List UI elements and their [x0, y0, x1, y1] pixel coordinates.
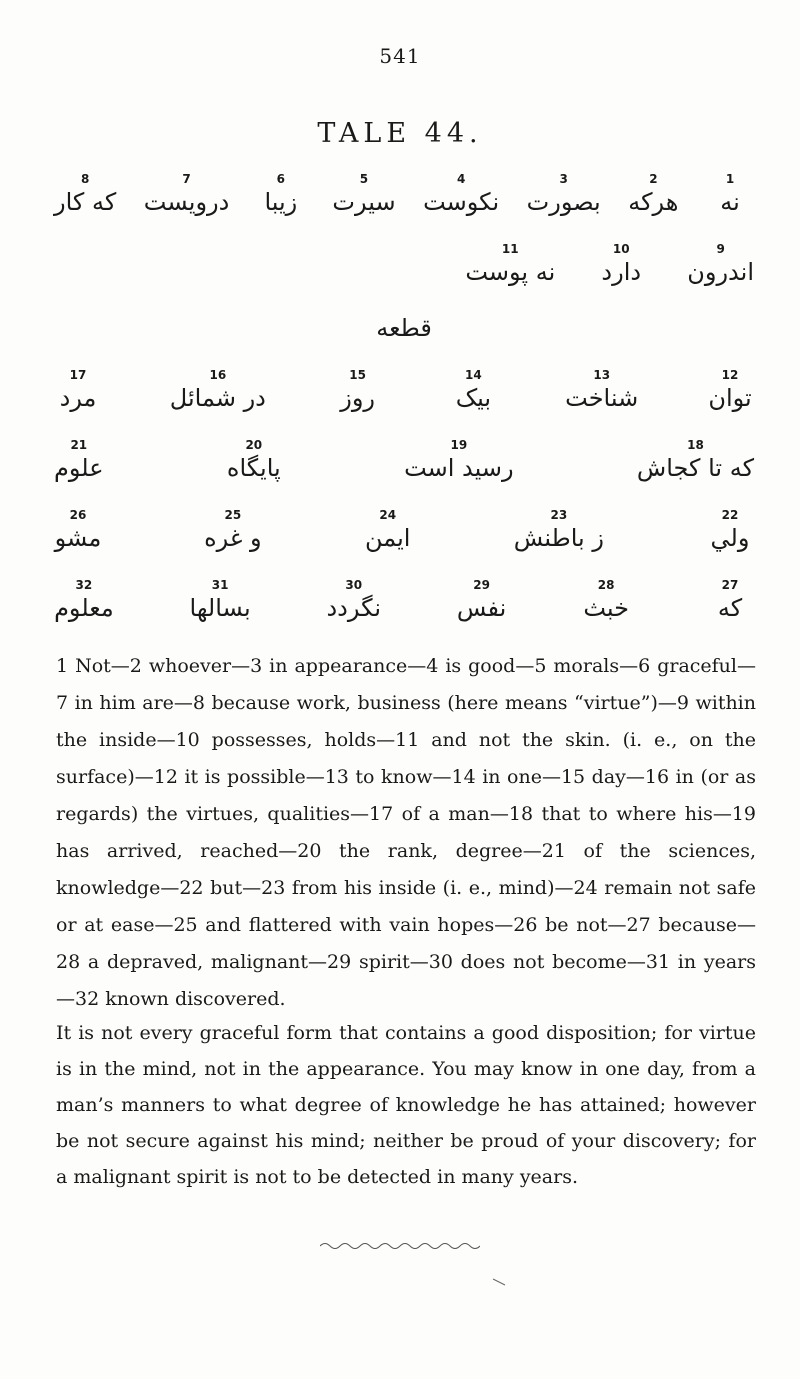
vocab-persian-word: پایگاه	[226, 454, 281, 482]
vocab-entry	[204, 508, 262, 554]
vocab-entry	[227, 438, 281, 484]
vocab-number: 30	[345, 578, 363, 592]
vocab-number: 2	[649, 172, 658, 186]
vocab-persian-word: ایمن	[364, 524, 411, 552]
vocab-number: 29	[473, 578, 490, 592]
vocab-persian-word: علوم	[54, 454, 104, 482]
vocab-entry	[423, 172, 499, 218]
vocab-number: 4	[456, 172, 466, 186]
vocab-entry	[326, 578, 381, 624]
printer-mark-icon	[492, 1278, 506, 1286]
vocab-entry	[170, 368, 266, 414]
vocab-persian-word: خبث	[583, 594, 629, 622]
vocab-number: 22	[721, 508, 739, 522]
vocab-entry	[687, 242, 754, 288]
vocab-persian-word: رسید است	[404, 454, 514, 482]
vocab-persian-word: اندرون	[687, 258, 754, 286]
vocab-row	[54, 242, 754, 288]
vocab-number: 21	[70, 438, 88, 452]
vocab-entry	[144, 172, 230, 218]
vocab-entry	[565, 368, 638, 414]
vocab-persian-word: زیبا	[264, 188, 298, 216]
vocab-entry	[376, 312, 432, 344]
page-number: 541	[379, 44, 421, 68]
vocab-persian-word: در شمائل	[169, 384, 266, 412]
free-translation-paragraph: It is not every graceful form that contains a good disposition; for virtue is in the mind, not in the appearance. You may know in one day, from a man’s manners to what degree of knowledge he has attained; however be not secure against his mind; neither be proud of your discovery; for a malignant spirit is not to be detected in many years.	[56, 1022, 756, 1188]
vocab-number: 19	[450, 438, 468, 452]
vocab-entry	[257, 172, 305, 218]
vocab-entry	[465, 242, 555, 288]
vocab-entry	[706, 368, 754, 414]
vocab-persian-word: نه پوست	[465, 258, 556, 286]
vocab-number: 28	[597, 578, 615, 592]
vocab-entry	[54, 368, 102, 414]
vocab-number: 13	[593, 368, 611, 382]
vocab-persian-word: مشو	[54, 524, 102, 552]
vocab-persian-word: قطعه	[376, 314, 432, 342]
vocab-number: 3	[559, 172, 568, 186]
word-translation-paragraph: 1 Not—2 whoever—3 in appearance—4 is good—5 morals—6 graceful—7 in him are—8 because work, business (here means “virtue”)—9 within the inside—10 possesses, holds—11 and not the skin. (i. e., on the surface)—12 it is possible—13 to know—14 in one—15 day—16 in (or as regards) the virtues, qualities—17 of a man—18 that to where his—19 has arrived, reached—20 the rank, degree—21 of the sciences, knowledge—22 but—23 from his inside (i. e., mind)—24 remain not safe or at ease—25 and flattered with vain hopes—26 be not—27 because—28 a depraved, malignant—29 spirit—30 does not become—31 in years—32 known discovered.	[56, 655, 756, 1010]
vocab-row	[54, 438, 754, 484]
vocab-persian-word: توان	[708, 384, 752, 412]
vocab-entry	[597, 242, 645, 288]
vocab-number: 17	[69, 368, 87, 382]
vocab-number: 11	[501, 242, 519, 256]
vocab-row	[54, 312, 754, 344]
vocab-entry	[190, 578, 251, 624]
vocab-persian-word: که تا کجاش	[636, 454, 754, 482]
vocab-number: 9	[716, 242, 725, 256]
vocabulary-grid	[54, 172, 754, 648]
vocab-entry	[706, 172, 754, 218]
vocab-entry	[706, 578, 754, 624]
vocab-number: 32	[75, 578, 93, 592]
vocab-persian-word: روز	[340, 384, 376, 412]
vocab-persian-word: نکوست	[423, 188, 500, 216]
vocab-number: 27	[721, 578, 739, 592]
vocab-number: 5	[359, 172, 369, 186]
vocab-number: 7	[182, 172, 191, 186]
vocab-number: 24	[379, 508, 397, 522]
vocab-entry	[514, 508, 604, 554]
vocab-persian-word: ولي	[710, 524, 750, 552]
vocab-entry	[334, 368, 382, 414]
vocab-persian-word: ز باطنش	[513, 524, 604, 552]
vocab-number: 8	[80, 172, 90, 186]
vocab-entry	[527, 172, 601, 218]
vocab-number: 16	[209, 368, 227, 382]
vocab-persian-word: که	[717, 594, 743, 622]
vocab-number: 15	[349, 368, 366, 382]
vocab-entry	[364, 508, 412, 554]
vocab-number: 20	[245, 438, 263, 452]
vocab-row	[54, 172, 754, 218]
vocab-number: 18	[687, 438, 704, 452]
vocab-number: 26	[69, 508, 87, 522]
vocab-number: 31	[211, 578, 229, 592]
vocab-persian-word: دارد	[601, 258, 642, 286]
vocab-persian-word: مرد	[59, 384, 97, 412]
vocab-persian-word: شناخت	[565, 384, 639, 412]
vocab-number: 23	[550, 508, 568, 522]
wavy-rule-ornament	[320, 1240, 480, 1252]
vocab-persian-word: بیک	[455, 384, 492, 412]
vocab-persian-word: نه	[720, 188, 740, 216]
vocab-persian-word: هرکه	[628, 188, 679, 216]
vocab-persian-word: نگردد	[326, 594, 382, 622]
vocab-entry	[332, 172, 395, 218]
vocab-entry	[54, 172, 116, 218]
vocab-entry	[449, 368, 497, 414]
vocab-entry	[54, 508, 102, 554]
vocab-persian-word: درویست	[143, 188, 230, 216]
vocab-number: 12	[721, 368, 739, 382]
vocab-entry	[457, 578, 506, 624]
vocab-persian-word: که کار	[54, 188, 117, 216]
vocab-row	[54, 508, 754, 554]
vocab-number: 1	[725, 172, 735, 186]
vocab-row	[54, 578, 754, 624]
vocab-persian-word: معلوم	[54, 594, 114, 622]
vocab-persian-word: نفس	[456, 594, 507, 622]
vocab-number: 14	[465, 368, 482, 382]
vocab-persian-word: و غره	[204, 524, 262, 552]
vocab-number: 10	[612, 242, 630, 256]
vocab-persian-word: بصورت	[526, 188, 601, 216]
vocab-entry	[54, 578, 114, 624]
vocab-entry	[54, 438, 104, 484]
vocab-persian-word: سیرت	[332, 188, 396, 216]
vocab-entry	[582, 578, 630, 624]
vocab-row	[54, 368, 754, 414]
vocab-number: 6	[276, 172, 286, 186]
vocab-persian-word: بسالها	[189, 594, 251, 622]
vocab-number: 25	[224, 508, 242, 522]
vocab-entry	[404, 438, 514, 484]
tale-title: TALE 44.	[317, 118, 483, 149]
vocab-entry	[637, 438, 754, 484]
vocab-entry	[628, 172, 678, 218]
vocab-entry	[706, 508, 754, 554]
